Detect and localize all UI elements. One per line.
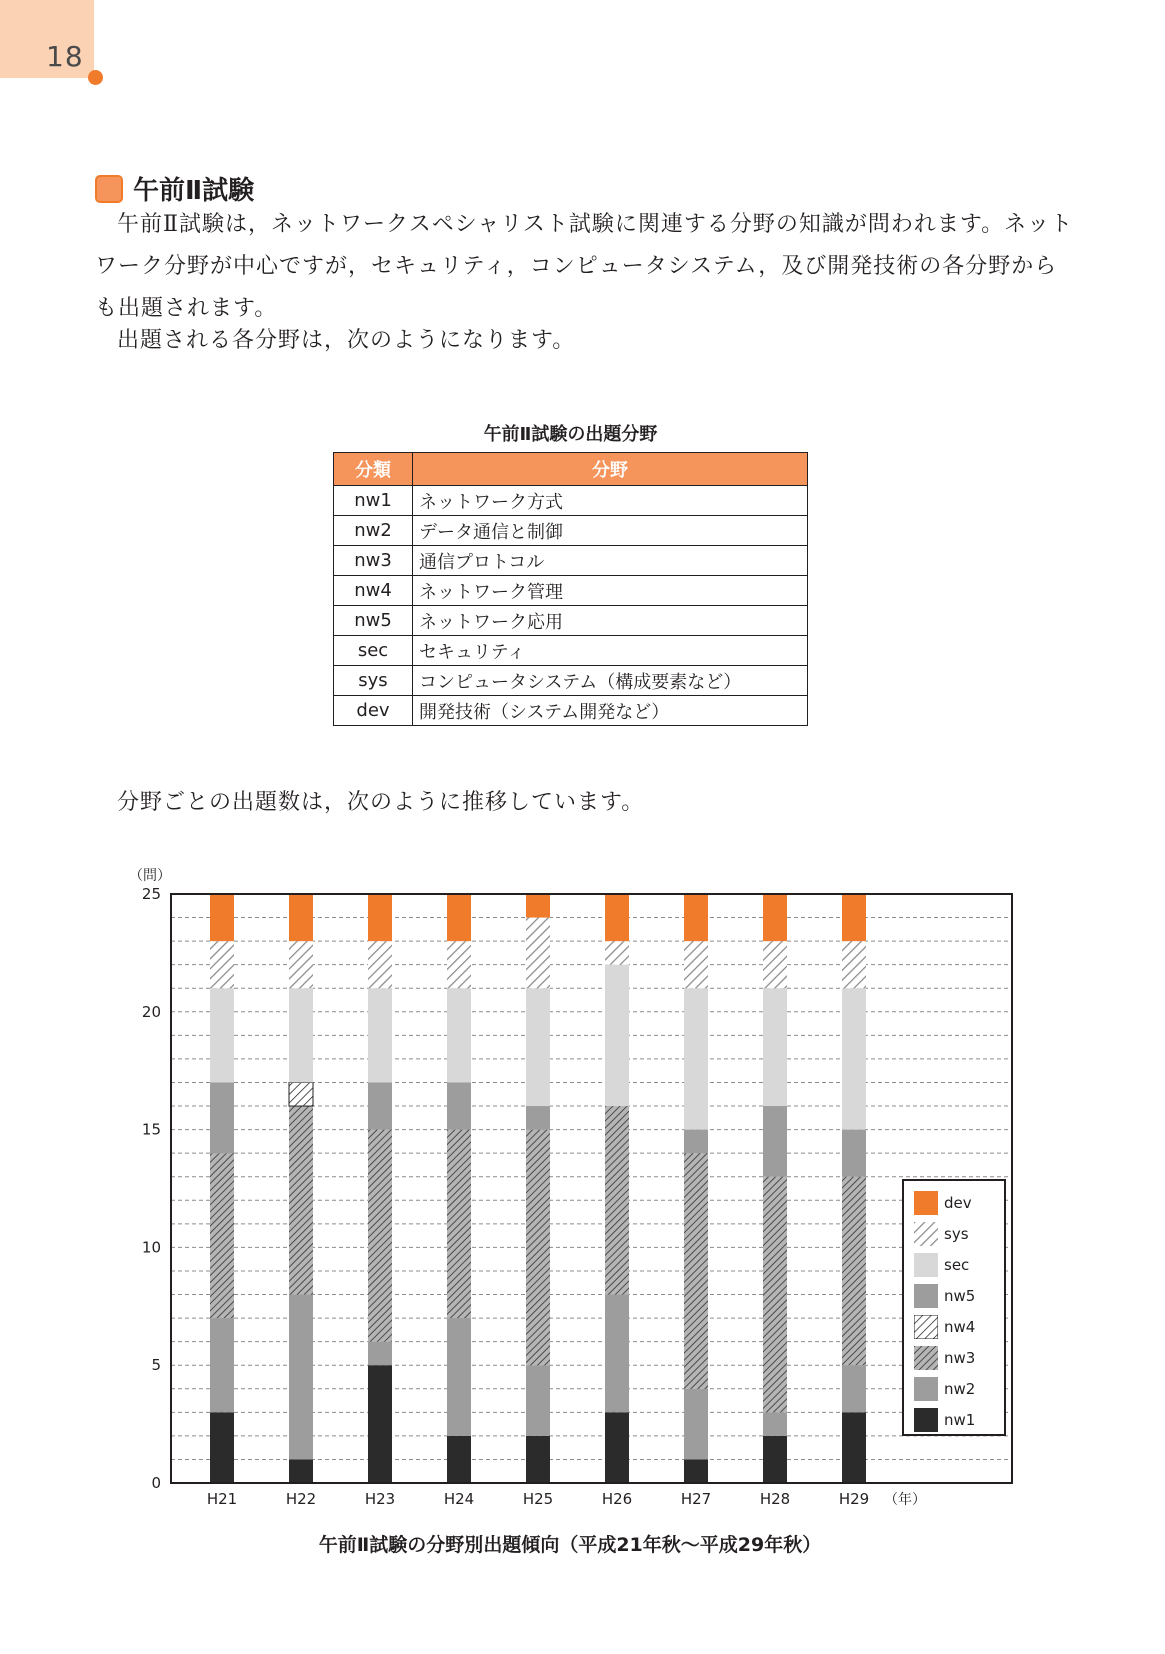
bar-segment-dev xyxy=(368,894,392,941)
x-tick-label: H24 xyxy=(443,1490,475,1508)
bar-segment-nw5 xyxy=(368,1082,392,1129)
legend-label: nw2 xyxy=(944,1380,976,1398)
bar-segment-nw3 xyxy=(842,1177,866,1365)
y-tick-label: 0 xyxy=(151,1474,161,1492)
bar-segment-dev xyxy=(447,894,471,941)
bar-segment-sys xyxy=(447,941,471,988)
bar-segment-sys xyxy=(763,941,787,988)
field-code: nw4 xyxy=(334,576,413,606)
bar-segment-nw1 xyxy=(684,1459,708,1483)
legend-item-nw4 xyxy=(914,1315,975,1339)
bar-segment-nw1 xyxy=(289,1459,313,1483)
legend-label: nw3 xyxy=(944,1349,976,1367)
field-name: ネットワーク応用 xyxy=(413,606,808,636)
field-name: コンピュータシステム（構成要素など） xyxy=(413,666,808,696)
bar-segment-nw3 xyxy=(605,1106,629,1294)
bar-segment-sec xyxy=(289,988,313,1082)
y-tick-label: 25 xyxy=(141,885,161,903)
field-name: ネットワーク方式 xyxy=(413,486,808,516)
bar-segment-nw2 xyxy=(447,1318,471,1436)
x-tick-label: H22 xyxy=(285,1490,317,1508)
bar-segment-nw1 xyxy=(763,1436,787,1483)
legend-swatch xyxy=(914,1191,938,1215)
field-code: sec xyxy=(334,636,413,666)
bar-segment-nw1 xyxy=(526,1436,550,1483)
legend-swatch-fill xyxy=(914,1346,938,1370)
legend-swatch-fill xyxy=(914,1253,938,1277)
bar-segment-nw5 xyxy=(763,1106,787,1177)
bar-segment-sys xyxy=(605,941,629,965)
bar-segment-sec xyxy=(447,988,471,1082)
y-tick-label: 20 xyxy=(141,1002,161,1021)
bar-segment-dev xyxy=(605,894,629,941)
bar-segment-sec xyxy=(842,988,866,1129)
legend-label: sec xyxy=(944,1256,970,1274)
bar-segment-nw1 xyxy=(368,1365,392,1483)
x-axis-unit: （年） xyxy=(884,1492,926,1508)
section-title: 午前Ⅱ試験 xyxy=(133,176,255,206)
field-name: 開発技術（システム開発など） xyxy=(413,696,808,726)
legend-swatch-fill xyxy=(914,1408,938,1432)
legend-swatch-fill xyxy=(914,1191,938,1215)
field-code: dev xyxy=(334,696,413,726)
bar-segment-sec xyxy=(605,965,629,1106)
bar-segment-nw3 xyxy=(526,1130,550,1366)
legend-item-dev xyxy=(914,1191,972,1215)
bar-segment-nw1 xyxy=(210,1412,234,1483)
legend-swatch xyxy=(914,1315,938,1339)
legend-swatch xyxy=(914,1284,938,1308)
bar-segment-sys xyxy=(842,941,866,988)
legend-swatch-fill xyxy=(914,1377,938,1401)
bar-segment-nw2 xyxy=(763,1412,787,1436)
bar-segment-nw2 xyxy=(605,1295,629,1413)
legend-label: nw1 xyxy=(944,1411,976,1429)
bar-segment-nw4 xyxy=(289,1082,313,1106)
bar-segment-nw2 xyxy=(210,1318,234,1412)
chart-caption: 午前Ⅱ試験の分野別出題傾向（平成21年秋〜平成29年秋） xyxy=(318,1534,822,1556)
x-tick-label: H23 xyxy=(364,1490,396,1508)
intro-paragraph: 午前Ⅱ試験は，ネットワークスペシャリスト試験に関連する分野の知識が問われます。ネットワーク分野が中心ですが，セキュリティ，コンピュータシステム，及び開発技術の各分野からも出題されます。 xyxy=(95,212,1074,321)
bar-segment-nw1 xyxy=(447,1436,471,1483)
bar-segment-sys xyxy=(368,941,392,988)
bar-segment-sec xyxy=(763,988,787,1106)
fields-lead-paragraph: 出題される各分野は，次のようになります。 xyxy=(117,328,576,353)
legend-label: nw5 xyxy=(944,1287,976,1305)
y-tick-label: 15 xyxy=(141,1120,161,1139)
bar-segment-dev xyxy=(842,894,866,941)
trend-lead-paragraph: 分野ごとの出題数は，次のように推移しています。 xyxy=(117,790,645,815)
bar-segment-nw2 xyxy=(842,1365,866,1412)
header-field: 分野 xyxy=(413,453,808,486)
bar-segment-sec xyxy=(368,988,392,1082)
y-axis-unit: （問） xyxy=(129,868,171,884)
bar-segment-dev xyxy=(684,894,708,941)
bar-segment-sys xyxy=(526,918,550,989)
legend-item-nw1 xyxy=(914,1408,975,1432)
field-name: 通信プロトコル xyxy=(413,546,808,576)
legend-item-nw2 xyxy=(914,1377,975,1401)
bar-segment-nw1 xyxy=(605,1412,629,1483)
bar-segment-sec xyxy=(684,988,708,1129)
bar-segment-nw5 xyxy=(526,1106,550,1130)
bar-group xyxy=(210,894,866,1483)
legend-swatch xyxy=(914,1222,938,1246)
legend-item-nw5 xyxy=(914,1284,975,1308)
legend-swatch-fill xyxy=(914,1222,938,1246)
legend-swatch-fill xyxy=(914,1315,938,1339)
legend-label: dev xyxy=(944,1194,972,1212)
y-tick-label: 5 xyxy=(151,1356,161,1375)
bar-segment-sys xyxy=(289,941,313,988)
legend-swatch xyxy=(914,1408,938,1432)
bar-segment-nw3 xyxy=(684,1153,708,1389)
bar-segment-nw3 xyxy=(447,1130,471,1318)
bar-segment-dev xyxy=(763,894,787,941)
legend-swatch xyxy=(914,1346,938,1370)
x-tick-label: H21 xyxy=(206,1490,238,1508)
legend-item-sec xyxy=(914,1253,969,1277)
bar-segment-nw2 xyxy=(526,1365,550,1436)
bar-segment-nw5 xyxy=(842,1130,866,1177)
bar-segment-dev xyxy=(526,894,550,918)
bar-segment-sec xyxy=(210,988,234,1082)
bar-segment-nw2 xyxy=(684,1389,708,1460)
legend-label: sys xyxy=(944,1225,969,1243)
bar-segment-nw5 xyxy=(210,1082,234,1153)
bar-segment-nw1 xyxy=(842,1412,866,1483)
field-code: nw1 xyxy=(334,486,413,516)
axis-ticks xyxy=(142,885,869,1508)
x-tick-label: H26 xyxy=(601,1490,633,1508)
x-tick-label: H28 xyxy=(759,1490,791,1508)
chart-legend xyxy=(902,1179,1006,1436)
bar-segment-nw5 xyxy=(684,1130,708,1154)
x-tick-label: H29 xyxy=(838,1490,870,1508)
field-name: セキュリティ xyxy=(413,636,808,666)
field-code: sys xyxy=(334,666,413,696)
bar-segment-dev xyxy=(289,894,313,941)
field-name: ネットワーク管理 xyxy=(413,576,808,606)
header-category: 分類 xyxy=(334,453,413,486)
page-number: 18 xyxy=(46,40,84,73)
bar-segment-nw3 xyxy=(763,1177,787,1413)
legend-swatch xyxy=(914,1253,938,1277)
bar-segment-nw3 xyxy=(289,1106,313,1294)
y-tick-label: 10 xyxy=(141,1238,161,1257)
legend-swatch-fill xyxy=(914,1284,938,1308)
bar-segment-nw5 xyxy=(447,1082,471,1129)
bar-segment-nw2 xyxy=(289,1295,313,1460)
field-code: nw3 xyxy=(334,546,413,576)
bar-segment-sec xyxy=(526,988,550,1106)
bar-segment-nw3 xyxy=(368,1130,392,1342)
bar-segment-nw2 xyxy=(368,1342,392,1366)
bar-segment-sys xyxy=(684,941,708,988)
field-name: データ通信と制御 xyxy=(413,516,808,546)
field-code: nw2 xyxy=(334,516,413,546)
legend-item-nw3 xyxy=(914,1346,975,1370)
legend-item-sys xyxy=(914,1222,969,1246)
field-code: nw5 xyxy=(334,606,413,636)
x-tick-label: H25 xyxy=(522,1490,554,1508)
table-title: 午前Ⅱ試験の出題分野 xyxy=(483,424,658,445)
bar-segment-nw3 xyxy=(210,1153,234,1318)
legend-label: nw4 xyxy=(944,1318,976,1336)
legend-swatch xyxy=(914,1377,938,1401)
bar-segment-dev xyxy=(210,894,234,941)
bar-segment-sys xyxy=(210,941,234,988)
x-tick-label: H27 xyxy=(680,1490,712,1508)
